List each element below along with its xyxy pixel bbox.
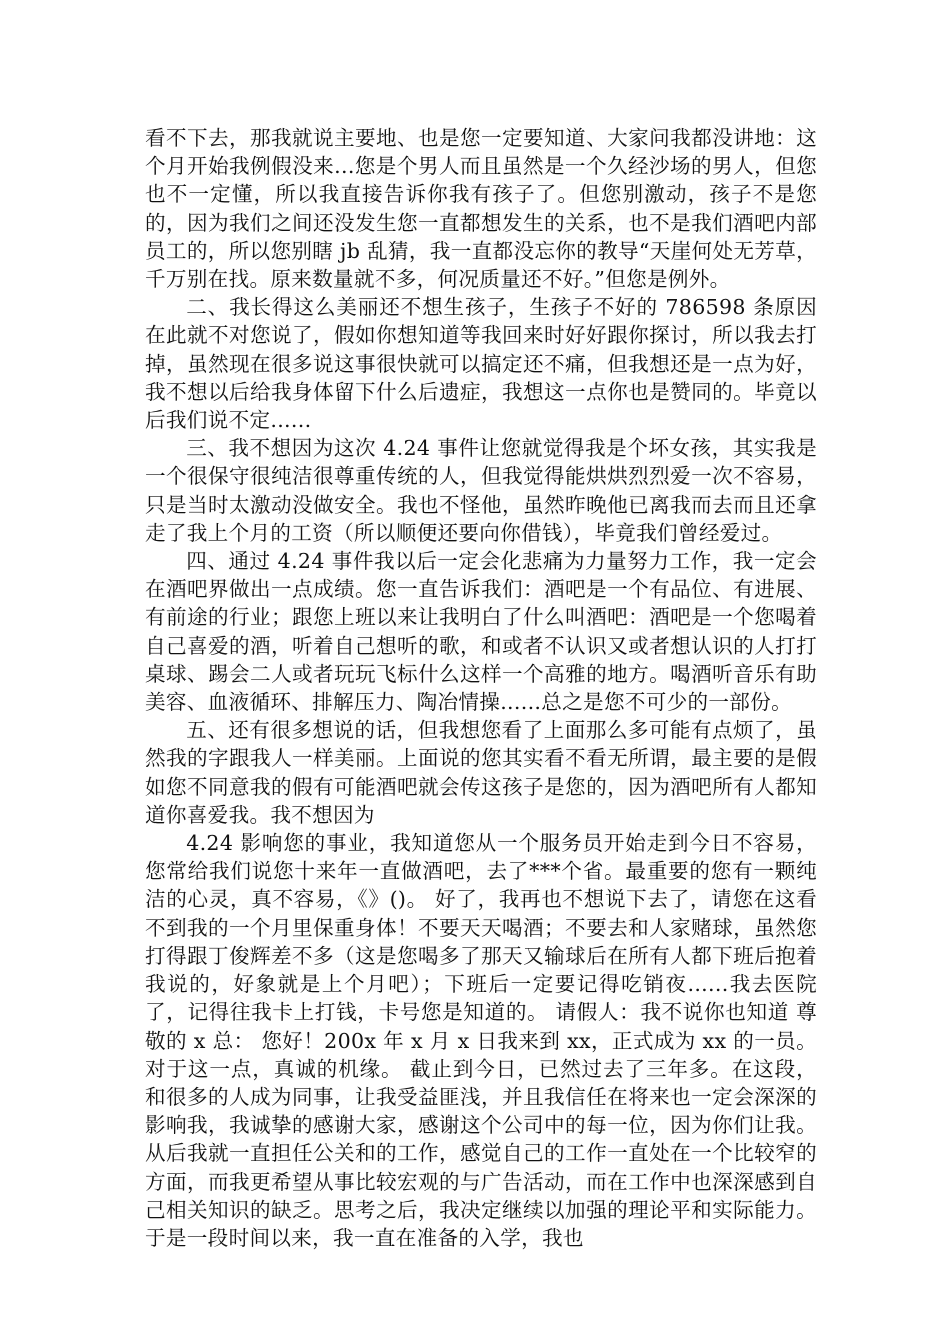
- paragraph-1: 看不下去，那我就说主要地、也是您一定要知道、大家问我都没讲地：这个月开始我例假没来...您是个男人而且虽然是一个久经沙场的男人，但您也不一定懂，所以我直接告诉你我有孩子了。但您别激动，孩子不是您的，因为我们之间还没发生您一直都想发生的关系，也不是我们酒吧内部员工的，所以您别瞎 jb 乱猜，我一直都没忘你的教导“天崖何处无芳草，千万别在找。原来数量就不多，何况质量还不好。”但您是例外。: [145, 126, 817, 292]
- paragraph-3: 三、我不想因为这次 4.24 事件让您就觉得我是个坏女孩，其实我是一个很保守很纯洁很尊重传统的人，但我觉得能烘烘烈烈爱一次不容易，只是当时太激动没做安全。我也不怪他，虽然昨晚他已离我而去而且还拿走了我上个月的工资（所以顺便还要向你借钱），毕竟我们曾经爱过。: [145, 436, 817, 545]
- paragraph-6: 4.24 影响您的事业，我知道您从一个服务员开始走到今日不容易，您常给我们说您十来年一直做酒吧，去了***个省。最重要的您有一颗纯洁的心灵，真不容易，《》()。 好了，我再也不想说下去了，请您在这看不到我的一个月里保重身体！不要天天喝酒；不要去和人家赌球，虽然您打得跟丁俊辉差不多（这是您喝多了那天又输球后在所有人都下班后抱着我说的，好象就是上个月吧）；下班后一定要记得吃销夜......我去医院了，记得往我卡上打钱，卡号您是知道的。 请假人：我不说你也知道 尊敬的 x 总： 您好！200x 年 x 月 x 日我来到 xx，正式成为 xx 的一员。对于这一点，真诚的机缘。 截止到今日，已然过去了三年多。在这段，和很多的人成为同事，让我受益匪浅，并且我信任在将来也一定会深深的影响我，我诚挚的感谢大家，感谢这个公司中的每一位，因为你们让我。 从后我就一直担任公关和的工作，感觉自己的工作一直处在一个比较窄的方面，而我更希望从事比较宏观的与广告活动，而在工作中也深深感到自己相关知识的缺乏。思考之后，我决定继续以加强的理论平和实际能力。 于是一段时间以来，我一直在准备的入学，我也: [145, 831, 817, 1250]
- paragraph-2: 二、我长得这么美丽还不想生孩子，生孩子不好的 786598 条原因在此就不对您说了，假如你想知道等我回来时好好跟你探讨，所以我去打掉，虽然现在很多说这事很快就可以搞定还不痛，但我想还是一点为好，我不想以后给我身体留下什么后遗症，我想这一点你也是赞同的。毕竟以后我们说不定......: [145, 295, 817, 433]
- paragraph-4: 四、通过 4.24 事件我以后一定会化悲痛为力量努力工作，我一定会在酒吧界做出一点成绩。您一直告诉我们：酒吧是一个有品位、有进展、有前途的行业；跟您上班以来让我明白了什么叫酒吧：酒吧是一个您喝着自己喜爱的酒，听着自己想听的歌，和或者不认识又或者想认识的人打打桌球、踢会二人或者玩玩飞标什么这样一个高雅的地方。喝酒听音乐有助美容、血液循环、排解压力、陶冶情操......总之是您不可少的一部份。: [145, 549, 817, 715]
- paragraph-5: 五、还有很多想说的话，但我想您看了上面那么多可能有点烦了，虽然我的字跟我人一样美丽。上面说的您其实看不看无所谓，最主要的是假如您不同意我的假有可能酒吧就会传这孩子是您的，因为酒吧所有人都知道你喜爱我。我不想因为: [145, 718, 817, 827]
- document-body: [145, 124, 817, 1252]
